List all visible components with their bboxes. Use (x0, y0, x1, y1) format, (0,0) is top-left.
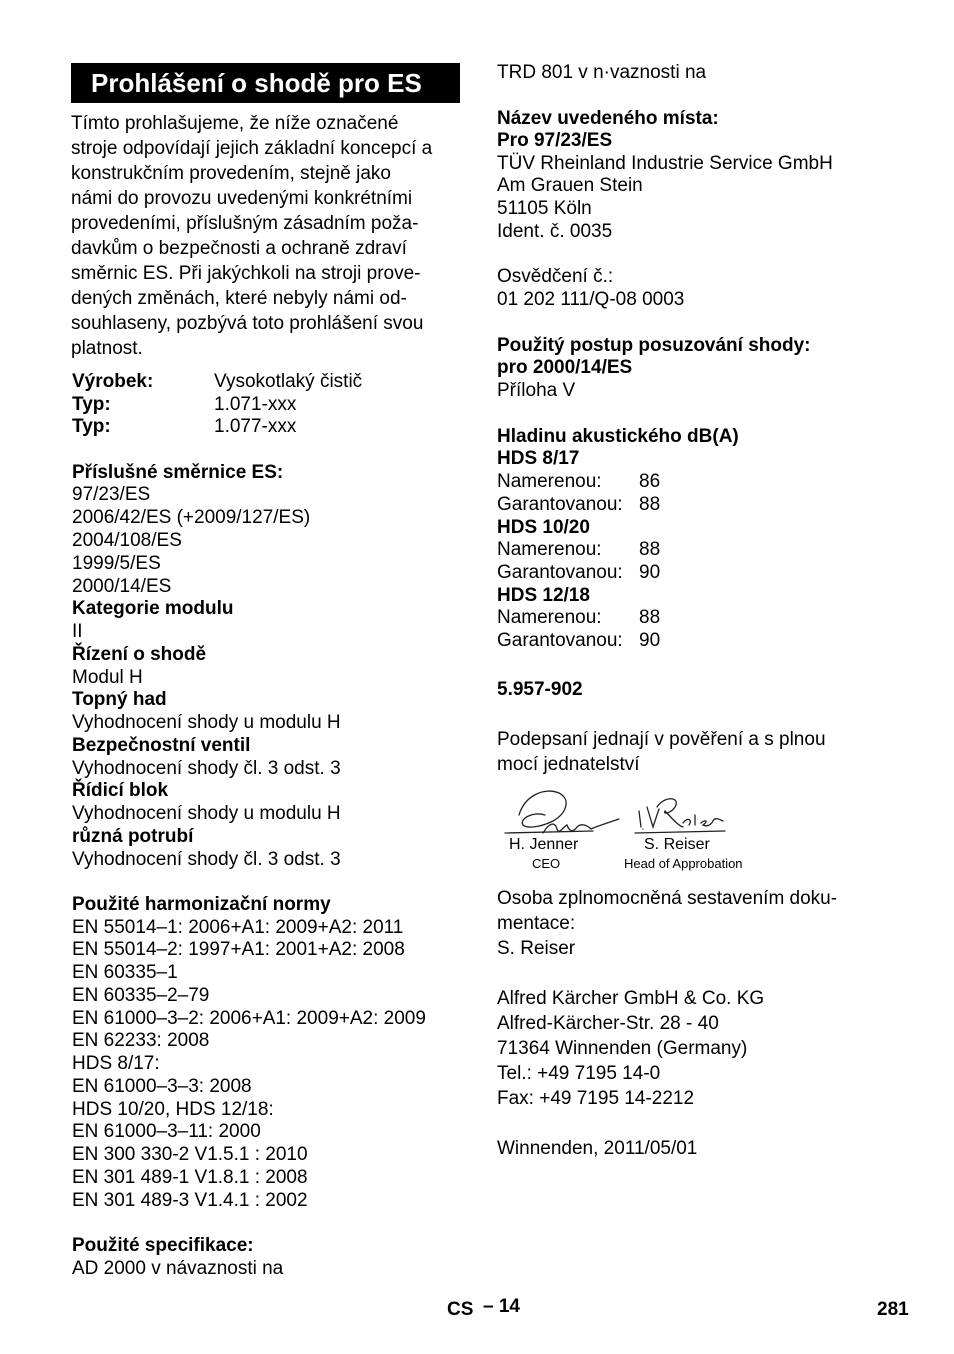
directive-item: 2000/14/ES (72, 576, 172, 597)
norm-item: HDS 10/20, HDS 12/18: (72, 1099, 274, 1120)
address-line: Tel.: +49 7195 14-0 (497, 1063, 661, 1084)
measured-label: Namerenou: (497, 471, 602, 492)
notified-body-subheading: Pro 97/23/ES (497, 130, 613, 151)
guaranteed-value: 88 (639, 494, 661, 515)
intro-line: dených změnách, které nebyly námi od- (71, 288, 407, 309)
guaranteed-label: Garantovanou: (497, 494, 623, 515)
type-label: Typ: (72, 394, 111, 415)
module-category-heading: Kategorie modulu (72, 598, 234, 619)
signatory-role: Head of Approbation (624, 856, 743, 871)
intro-line: souhlaseny, pozbývá toto prohlášení svou (71, 313, 424, 334)
signatory-role: CEO (532, 856, 561, 871)
norm-item: EN 61000–3–11: 2000 (72, 1121, 261, 1142)
handwritten-signatures (497, 785, 747, 841)
measured-label: Namerenou: (497, 607, 602, 628)
directive-item: 97/23/ES (72, 484, 151, 505)
norm-item: EN 55014–1: 2006+A1: 2009+A2: 2011 (72, 917, 404, 938)
measured-value: 88 (639, 539, 661, 560)
guaranteed-label: Garantovanou: (497, 630, 623, 651)
noise-model-name: HDS 8/17 (497, 448, 580, 469)
intro-line: stroje odpovídají jejich základní koncepcí a (71, 138, 433, 159)
noise-model-name: HDS 10/20 (497, 517, 590, 538)
assessment-value: Příloha V (497, 380, 576, 401)
place-date: Winnenden, 2011/05/01 (497, 1138, 698, 1159)
module-category-value: II (72, 621, 83, 642)
intro-line: námi do provozu uvedenými konkrétními (71, 188, 413, 209)
notified-body-line: Am Grauen Stein (497, 175, 643, 196)
specs-heading: Použité specifikace: (72, 1235, 254, 1256)
address-line: Fax: +49 7195 14-2212 (497, 1088, 695, 1109)
guaranteed-label: Garantovanou: (497, 562, 623, 583)
notified-body-line: Ident. č. 0035 (497, 221, 613, 242)
intro-line: davkům o bezpečnosti a ochraně zdraví (71, 238, 407, 259)
type-value: 1.071-xxx (214, 394, 297, 415)
control-block-value: Vyhodnocení shody u modulu H (72, 803, 341, 824)
directive-item: 1999/5/ES (72, 553, 161, 574)
conformity-value: Modul H (72, 667, 143, 688)
address-line: 71364 Winnenden (Germany) (497, 1038, 748, 1059)
guaranteed-value: 90 (639, 562, 661, 583)
norm-item: EN 60335–1 (72, 962, 178, 983)
authorized-text: mentace: (497, 913, 576, 934)
pipes-heading: různá potrubí (72, 826, 194, 847)
norm-item: EN 301 489-1 V1.8.1 : 2008 (72, 1167, 308, 1188)
intro-line: konstrukčním provedením, stejně jako (71, 163, 391, 184)
intro-line: provedeními, příslušným zásadním poža- (71, 213, 419, 234)
norms-heading: Použité harmonizační normy (72, 894, 331, 915)
signature-jenner (505, 791, 619, 833)
norm-item: EN 301 489-3 V1.4.1 : 2002 (72, 1190, 308, 1211)
assessment-heading: Použitý postup posuzování shody: (497, 335, 811, 356)
norm-item: EN 55014–2: 1997+A1: 2001+A2: 2008 (72, 939, 405, 960)
norm-item: EN 61000–3–3: 2008 (72, 1076, 252, 1097)
safety-valve-value: Vyhodnocení shody čl. 3 odst. 3 (72, 758, 341, 779)
assessment-subheading: pro 2000/14/ES (497, 357, 633, 378)
guaranteed-value: 90 (639, 630, 661, 651)
footer-section-page: – 14 (483, 1296, 520, 1317)
signed-line: Podepsaní jednají v pověření a s plnou (497, 729, 826, 750)
directives-heading: Příslušné směrnice ES: (72, 462, 284, 483)
authorized-name: S. Reiser (497, 938, 576, 959)
measured-label: Namerenou: (497, 539, 602, 560)
signed-line: mocí jednatelství (497, 754, 640, 775)
type-label: Typ: (72, 416, 111, 437)
intro-line: Tímto prohlašujeme, že níže označené (71, 113, 399, 134)
address-line: Alfred-Kärcher-Str. 28 - 40 (497, 1013, 719, 1034)
intro-line: platnost. (71, 338, 143, 359)
norm-item: HDS 8/17: (72, 1053, 160, 1074)
intro-line: směrnic ES. Při jakýchkoli na stroji prove- (71, 263, 421, 284)
product-label: Výrobek: (72, 371, 154, 392)
directive-item: 2004/108/ES (72, 530, 182, 551)
specs-line: TRD 801 v n·vaznosti na (497, 62, 707, 83)
certificate-value: 01 202 111/Q-08 0003 (497, 289, 685, 310)
specs-line: AD 2000 v návaznosti na (72, 1258, 284, 1279)
type-value: 1.077-xxx (214, 416, 297, 437)
page-number: 281 (877, 1299, 909, 1320)
signatory-name: H. Jenner (509, 836, 579, 853)
signature-reiser (635, 799, 725, 833)
notified-body-line: 51105 Köln (497, 198, 592, 219)
notified-body-heading: Název uvedeného místa: (497, 108, 719, 129)
notified-body-line: TÜV Rheinland Industrie Service GmbH (497, 153, 833, 174)
norm-item: EN 61000–3–2: 2006+A1: 2009+A2: 2009 (72, 1008, 426, 1029)
product-value: Vysokotlaký čistič (214, 371, 363, 392)
noise-model-name: HDS 12/18 (497, 585, 590, 606)
norm-item: EN 60335–2–79 (72, 985, 210, 1006)
heating-coil-heading: Topný had (72, 689, 167, 710)
authorized-text: Osoba zplnomocněná sestavením doku- (497, 888, 838, 909)
page-title: Prohlášení o shodě pro ES (71, 63, 460, 103)
norm-item: EN 62233: 2008 (72, 1030, 210, 1051)
norm-item: EN 300 330-2 V1.5.1 : 2010 (72, 1144, 308, 1165)
certificate-label: Osvědčení č.: (497, 266, 614, 287)
heating-coil-value: Vyhodnocení shody u modulu H (72, 712, 341, 733)
document-number: 5.957-902 (497, 679, 583, 700)
conformity-heading: Řízení o shodě (72, 644, 207, 665)
measured-value: 86 (639, 471, 661, 492)
pipes-value: Vyhodnocení shody čl. 3 odst. 3 (72, 849, 341, 870)
directive-item: 2006/42/ES (+2009/127/ES) (72, 507, 311, 528)
noise-heading: Hladinu akustického dB(A) (497, 426, 739, 447)
address-line: Alfred Kärcher GmbH & Co. KG (497, 988, 765, 1009)
safety-valve-heading: Bezpečnostní ventil (72, 735, 251, 756)
measured-value: 88 (639, 607, 661, 628)
control-block-heading: Řídicí blok (72, 780, 169, 801)
footer-language: CS (447, 1299, 474, 1320)
signatory-name: S. Reiser (644, 836, 710, 853)
